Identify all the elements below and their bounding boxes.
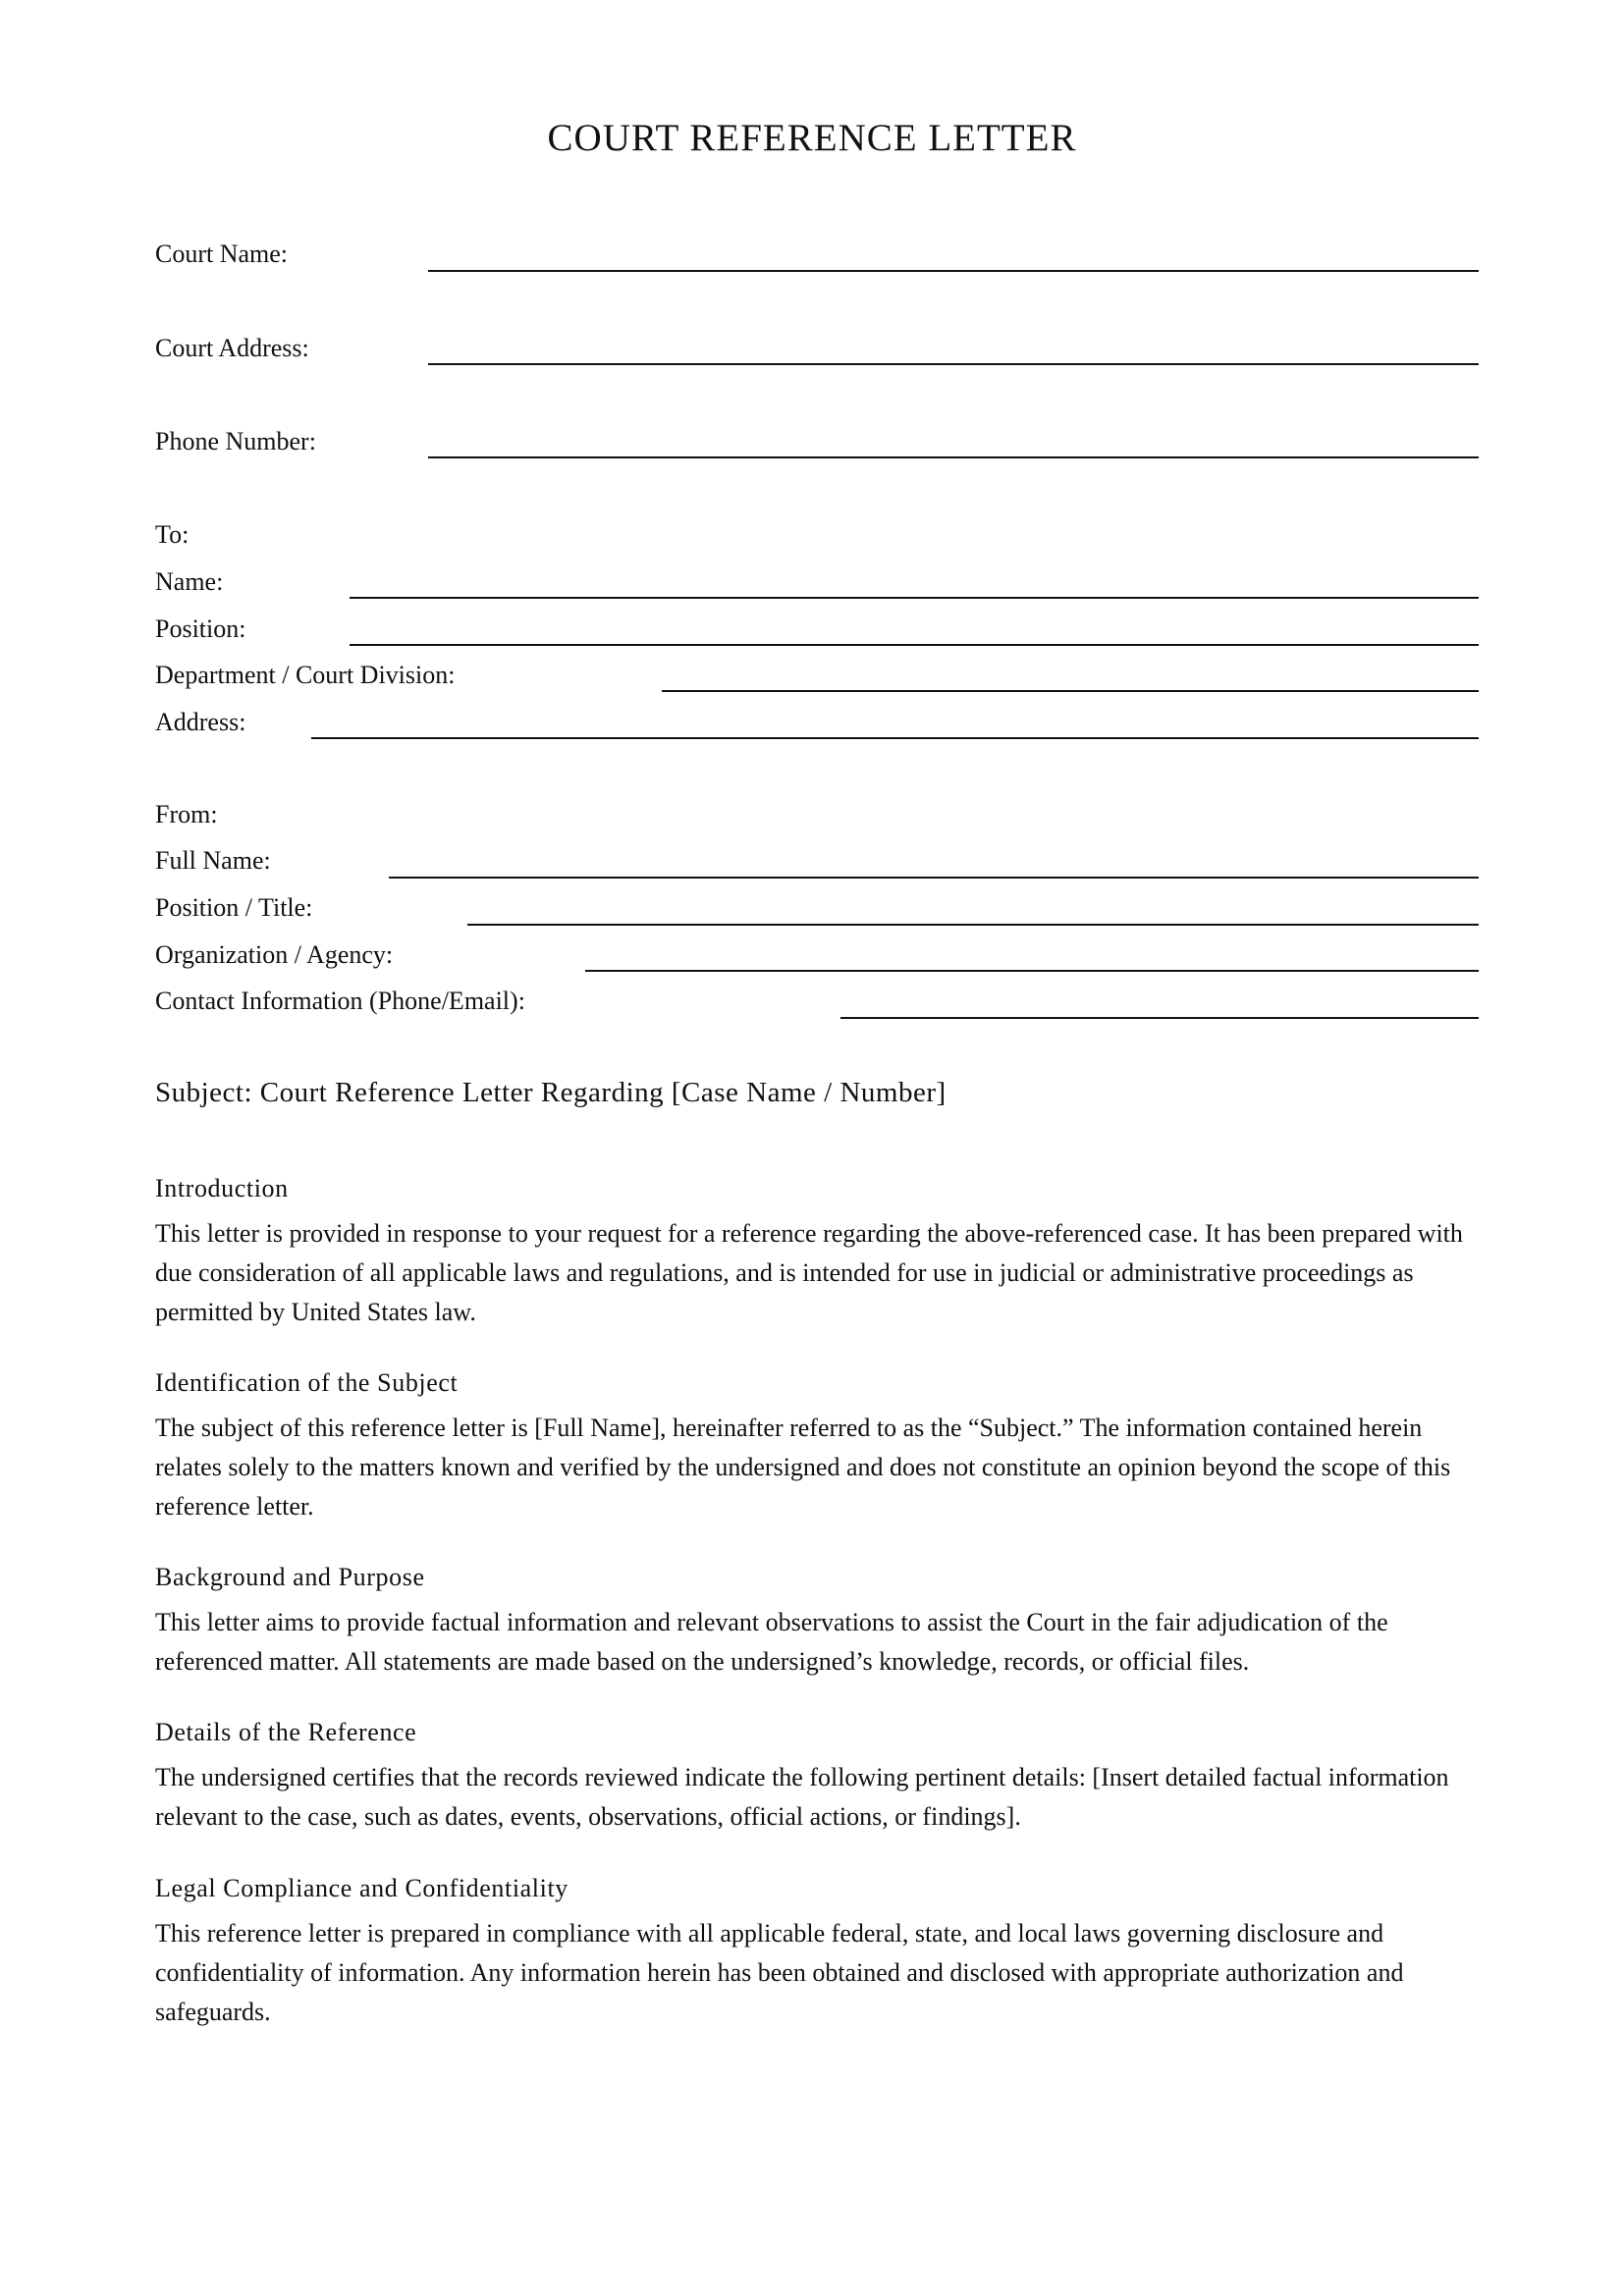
to-name-label: Name: — [155, 567, 224, 596]
phone-number-field[interactable] — [428, 456, 1479, 458]
court-address-label: Court Address: — [155, 334, 309, 362]
to-heading: To: — [155, 520, 189, 549]
section-body-identification: The subject of this reference letter is [Full Name], hereinafter referred to as the “Subject.” The information contained herein relates solely to the matters known and verified by the undersigned and does not constitute an opinion beyond the scope of this reference letter. — [155, 1414, 1451, 1521]
from-heading: From: — [155, 800, 218, 828]
section-heading-background: Background and Purpose — [155, 1563, 425, 1591]
from-full-name-field[interactable] — [389, 877, 1479, 879]
section-body-compliance: This reference letter is prepared in compliance with all applicable federal, state, and local laws governing disclosure and confidentiality of information. Any information herein has been obtained and disclosed with appropriate authorization and safeguards. — [155, 1919, 1404, 2026]
to-address-label: Address: — [155, 708, 246, 736]
from-position-label: Position / Title: — [155, 893, 313, 922]
to-department-field[interactable] — [662, 690, 1479, 692]
to-address-field[interactable] — [311, 737, 1479, 739]
court-name-label: Court Name: — [155, 240, 289, 268]
section-heading-compliance: Legal Compliance and Confidentiality — [155, 1874, 568, 1902]
from-organization-label: Organization / Agency: — [155, 940, 394, 969]
to-name-field[interactable] — [350, 597, 1479, 599]
from-position-field[interactable] — [467, 924, 1479, 926]
from-organization-field[interactable] — [585, 970, 1479, 972]
section-heading-introduction: Introduction — [155, 1174, 289, 1202]
from-contact-field[interactable] — [840, 1017, 1479, 1019]
to-position-field[interactable] — [350, 644, 1479, 646]
to-department-label: Department / Court Division: — [155, 661, 456, 689]
section-heading-identification: Identification of the Subject — [155, 1368, 459, 1397]
from-full-name-label: Full Name: — [155, 846, 271, 875]
phone-number-label: Phone Number: — [155, 427, 316, 455]
court-address-field[interactable] — [428, 363, 1479, 365]
from-contact-label: Contact Information (Phone/Email): — [155, 987, 525, 1015]
section-body-background: This letter aims to provide factual information and relevant observations to assist the Court in the fair adjudication of the referenced matter. All statements are made based on the undersigned’s knowledge, records, or official files. — [155, 1608, 1388, 1676]
subject-line: Subject: Court Reference Letter Regarding [Case Name / Number] — [155, 1077, 947, 1108]
court-name-field[interactable] — [428, 270, 1479, 272]
section-heading-details: Details of the Reference — [155, 1718, 417, 1746]
page-title: COURT REFERENCE LETTER — [547, 117, 1077, 159]
to-position-label: Position: — [155, 614, 246, 643]
section-body-details: The undersigned certifies that the records reviewed indicate the following pertinent details: [Insert detailed factual information relevant to the case, such as dates, events, observations, official actions, or findings]. — [155, 1763, 1449, 1831]
section-body-introduction: This letter is provided in response to your request for a reference regarding the above-referenced case. It has been prepared with due consideration of all applicable laws and regulations, and is intended for use in judicial or administrative proceedings as permitted by United States law. — [155, 1219, 1463, 1326]
